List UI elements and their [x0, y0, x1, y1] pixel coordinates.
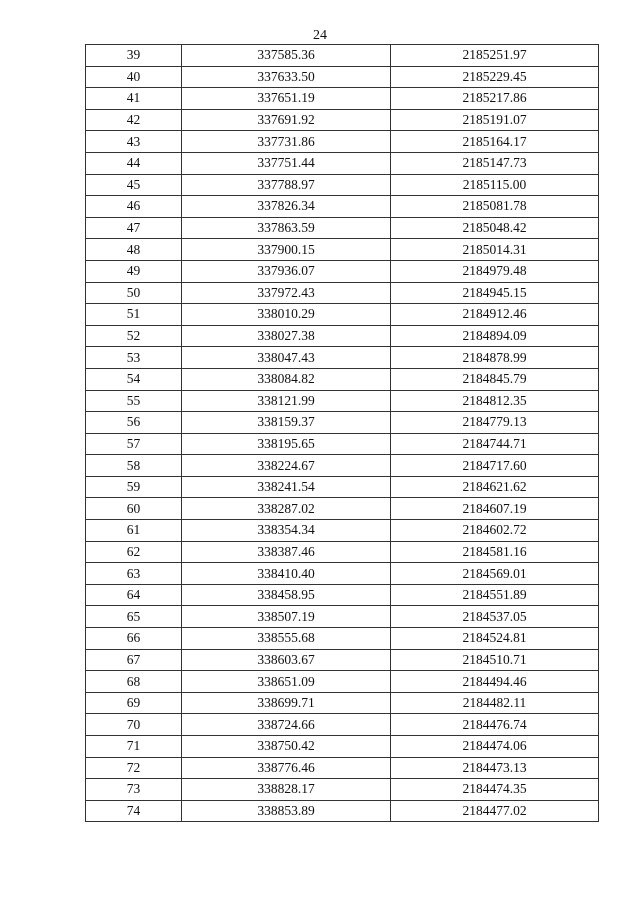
y-coordinate-cell: 2184912.46 [391, 304, 599, 326]
x-coordinate-cell: 337585.36 [182, 45, 391, 67]
table-row [86, 412, 599, 434]
x-coordinate-cell: 338121.99 [182, 390, 391, 412]
table-row [86, 800, 599, 822]
table-row [86, 109, 599, 131]
point-number-cell: 72 [86, 757, 182, 779]
x-coordinate-cell: 337788.97 [182, 174, 391, 196]
x-coordinate-cell: 338507.19 [182, 606, 391, 628]
point-number-cell: 68 [86, 671, 182, 693]
table-row [86, 239, 599, 261]
y-coordinate-cell: 2185081.78 [391, 196, 599, 218]
y-coordinate-cell: 2184878.99 [391, 347, 599, 369]
point-number-cell: 47 [86, 217, 182, 239]
table-row [86, 390, 599, 412]
y-coordinate-cell: 2185164.17 [391, 131, 599, 153]
table-row [86, 217, 599, 239]
table-row [86, 628, 599, 650]
point-number-cell: 43 [86, 131, 182, 153]
table-row [86, 282, 599, 304]
point-number-cell: 65 [86, 606, 182, 628]
y-coordinate-cell: 2184602.72 [391, 520, 599, 542]
y-coordinate-cell: 2184494.46 [391, 671, 599, 693]
x-coordinate-cell: 337900.15 [182, 239, 391, 261]
table-row [86, 174, 599, 196]
x-coordinate-cell: 338458.95 [182, 584, 391, 606]
table-row [86, 671, 599, 693]
table-row [86, 66, 599, 88]
y-coordinate-cell: 2184717.60 [391, 455, 599, 477]
point-number-cell: 55 [86, 390, 182, 412]
x-coordinate-cell: 337936.07 [182, 260, 391, 282]
y-coordinate-cell: 2184945.15 [391, 282, 599, 304]
table-row [86, 325, 599, 347]
table-row [86, 563, 599, 585]
table-row [86, 152, 599, 174]
y-coordinate-cell: 2184894.09 [391, 325, 599, 347]
x-coordinate-cell: 338010.29 [182, 304, 391, 326]
x-coordinate-cell: 338287.02 [182, 498, 391, 520]
table-row [86, 45, 599, 67]
table-row [86, 455, 599, 477]
x-coordinate-cell: 337751.44 [182, 152, 391, 174]
y-coordinate-cell: 2184779.13 [391, 412, 599, 434]
y-coordinate-cell: 2184551.89 [391, 584, 599, 606]
point-number-cell: 48 [86, 239, 182, 261]
table-row [86, 584, 599, 606]
table-row [86, 714, 599, 736]
x-coordinate-cell: 338776.46 [182, 757, 391, 779]
y-coordinate-cell: 2185191.07 [391, 109, 599, 131]
x-coordinate-cell: 338555.68 [182, 628, 391, 650]
point-number-cell: 39 [86, 45, 182, 67]
x-coordinate-cell: 338224.67 [182, 455, 391, 477]
x-coordinate-cell: 338410.40 [182, 563, 391, 585]
point-number-cell: 57 [86, 433, 182, 455]
point-number-cell: 66 [86, 628, 182, 650]
x-coordinate-cell: 338354.34 [182, 520, 391, 542]
x-coordinate-cell: 337826.34 [182, 196, 391, 218]
x-coordinate-cell: 338084.82 [182, 368, 391, 390]
y-coordinate-cell: 2185048.42 [391, 217, 599, 239]
table-row [86, 88, 599, 110]
point-number-cell: 62 [86, 541, 182, 563]
x-coordinate-cell: 337731.86 [182, 131, 391, 153]
table-row [86, 692, 599, 714]
table-row [86, 196, 599, 218]
x-coordinate-cell: 338724.66 [182, 714, 391, 736]
x-coordinate-cell: 338828.17 [182, 779, 391, 801]
table-row [86, 260, 599, 282]
y-coordinate-cell: 2184474.35 [391, 779, 599, 801]
point-number-cell: 74 [86, 800, 182, 822]
table-row [86, 498, 599, 520]
y-coordinate-cell: 2184537.05 [391, 606, 599, 628]
y-coordinate-cell: 2185251.97 [391, 45, 599, 67]
y-coordinate-cell: 2184979.48 [391, 260, 599, 282]
coordinates-table [85, 44, 599, 822]
x-coordinate-cell: 338027.38 [182, 325, 391, 347]
x-coordinate-cell: 338651.09 [182, 671, 391, 693]
table-row [86, 541, 599, 563]
point-number-cell: 67 [86, 649, 182, 671]
x-coordinate-cell: 338195.65 [182, 433, 391, 455]
point-number-cell: 49 [86, 260, 182, 282]
table-row [86, 649, 599, 671]
point-number-cell: 54 [86, 368, 182, 390]
point-number-cell: 42 [86, 109, 182, 131]
y-coordinate-cell: 2185014.31 [391, 239, 599, 261]
point-number-cell: 73 [86, 779, 182, 801]
table-row [86, 433, 599, 455]
point-number-cell: 59 [86, 476, 182, 498]
y-coordinate-cell: 2184845.79 [391, 368, 599, 390]
coordinates-table-body [86, 45, 599, 822]
y-coordinate-cell: 2185115.00 [391, 174, 599, 196]
y-coordinate-cell: 2184524.81 [391, 628, 599, 650]
y-coordinate-cell: 2184510.71 [391, 649, 599, 671]
point-number-cell: 44 [86, 152, 182, 174]
y-coordinate-cell: 2185229.45 [391, 66, 599, 88]
point-number-cell: 71 [86, 736, 182, 758]
point-number-cell: 58 [86, 455, 182, 477]
y-coordinate-cell: 2184473.13 [391, 757, 599, 779]
x-coordinate-cell: 338603.67 [182, 649, 391, 671]
y-coordinate-cell: 2184581.16 [391, 541, 599, 563]
point-number-cell: 61 [86, 520, 182, 542]
page-number: 24 [313, 28, 327, 43]
point-number-cell: 64 [86, 584, 182, 606]
y-coordinate-cell: 2185217.86 [391, 88, 599, 110]
x-coordinate-cell: 337633.50 [182, 66, 391, 88]
point-number-cell: 53 [86, 347, 182, 369]
point-number-cell: 60 [86, 498, 182, 520]
point-number-cell: 52 [86, 325, 182, 347]
y-coordinate-cell: 2184476.74 [391, 714, 599, 736]
x-coordinate-cell: 337863.59 [182, 217, 391, 239]
x-coordinate-cell: 338241.54 [182, 476, 391, 498]
y-coordinate-cell: 2184812.35 [391, 390, 599, 412]
table-row [86, 304, 599, 326]
point-number-cell: 41 [86, 88, 182, 110]
y-coordinate-cell: 2184482.11 [391, 692, 599, 714]
x-coordinate-cell: 338853.89 [182, 800, 391, 822]
point-number-cell: 46 [86, 196, 182, 218]
y-coordinate-cell: 2184477.02 [391, 800, 599, 822]
y-coordinate-cell: 2185147.73 [391, 152, 599, 174]
table-row [86, 131, 599, 153]
y-coordinate-cell: 2184569.01 [391, 563, 599, 585]
x-coordinate-cell: 337972.43 [182, 282, 391, 304]
point-number-cell: 56 [86, 412, 182, 434]
point-number-cell: 63 [86, 563, 182, 585]
y-coordinate-cell: 2184474.06 [391, 736, 599, 758]
table-row [86, 736, 599, 758]
y-coordinate-cell: 2184744.71 [391, 433, 599, 455]
table-row [86, 520, 599, 542]
point-number-cell: 50 [86, 282, 182, 304]
point-number-cell: 70 [86, 714, 182, 736]
x-coordinate-cell: 338387.46 [182, 541, 391, 563]
y-coordinate-cell: 2184621.62 [391, 476, 599, 498]
point-number-cell: 40 [86, 66, 182, 88]
x-coordinate-cell: 338159.37 [182, 412, 391, 434]
table-row [86, 347, 599, 369]
point-number-cell: 69 [86, 692, 182, 714]
point-number-cell: 51 [86, 304, 182, 326]
table-row [86, 368, 599, 390]
x-coordinate-cell: 337651.19 [182, 88, 391, 110]
y-coordinate-cell: 2184607.19 [391, 498, 599, 520]
x-coordinate-cell: 338750.42 [182, 736, 391, 758]
table-row [86, 757, 599, 779]
table-row [86, 476, 599, 498]
x-coordinate-cell: 337691.92 [182, 109, 391, 131]
point-number-cell: 45 [86, 174, 182, 196]
table-row [86, 779, 599, 801]
x-coordinate-cell: 338047.43 [182, 347, 391, 369]
x-coordinate-cell: 338699.71 [182, 692, 391, 714]
table-row [86, 606, 599, 628]
